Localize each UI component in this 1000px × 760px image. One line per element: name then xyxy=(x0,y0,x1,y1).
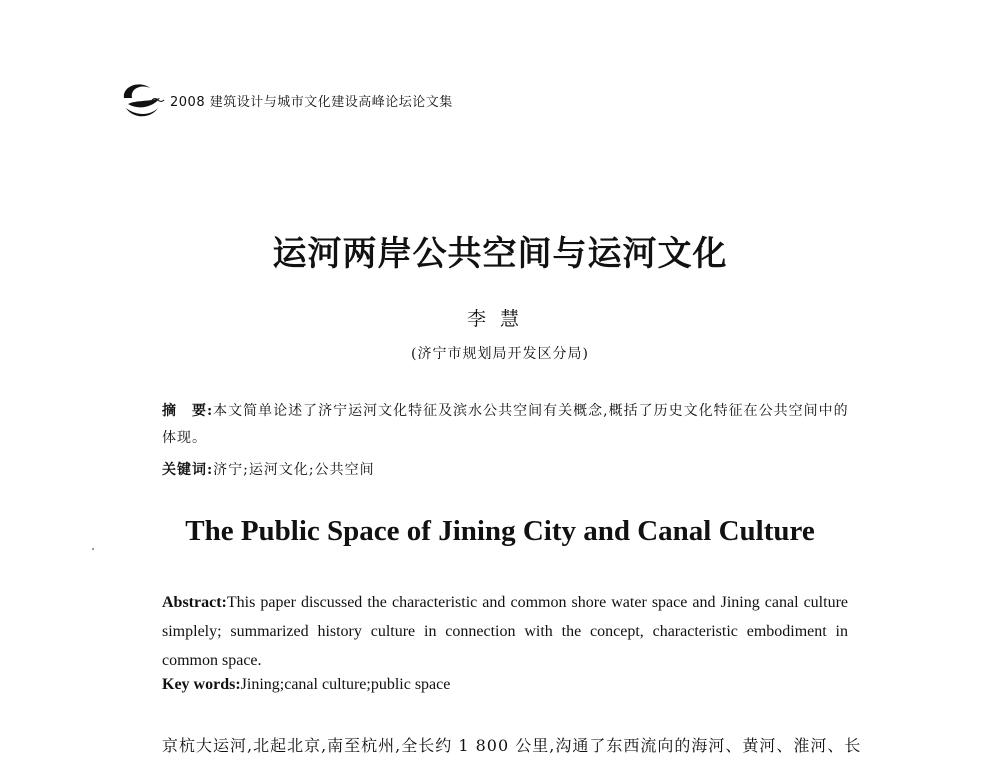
author-name: 李慧 xyxy=(466,308,533,330)
abstract-cn-label: 摘 要: xyxy=(162,403,214,419)
abstract-en-text: This paper discussed the characteristic and common shore water space and Jining canal culture simplely; summarized history culture in connection with the concept, characteristic embodiment in common space. xyxy=(162,594,848,669)
keywords-english xyxy=(162,676,450,694)
conference-logo-icon xyxy=(118,78,166,122)
paper-title-chinese: 运河两岸公共空间与运河文化 xyxy=(272,234,728,274)
abstract-cn-text: 本文简单论述了济宁运河文化特征及滨水公共空间有关概念,概括了历史文化特征在公共空间中的体现。 xyxy=(162,403,849,446)
scan-speck xyxy=(92,548,94,550)
keywords-en-label: Key words: xyxy=(162,676,241,693)
abstract-en-label: Abstract: xyxy=(162,594,227,611)
abstract-chinese xyxy=(162,398,850,452)
keywords-chinese xyxy=(162,459,375,479)
keywords-cn-label: 关键词: xyxy=(162,462,214,478)
keywords-cn-text: 济宁;运河文化;公共空间 xyxy=(213,462,375,478)
abstract-english xyxy=(162,588,848,675)
body-paragraph-start: 京杭大运河,北起北京,南至杭州,全长约 1 800 公里,沟通了东西流向的海河、黄河、淮河、长 xyxy=(162,736,862,755)
paper-title-english: The Public Space of Jining City and Canal Culture xyxy=(185,515,815,547)
author-affiliation: (济宁市规划局开发区分局) xyxy=(411,346,589,362)
keywords-en-text: Jining;canal culture;public space xyxy=(240,676,451,693)
header-title: 2008 建筑设计与城市文化建设高峰论坛论文集 xyxy=(170,94,453,110)
running-header xyxy=(118,78,453,122)
